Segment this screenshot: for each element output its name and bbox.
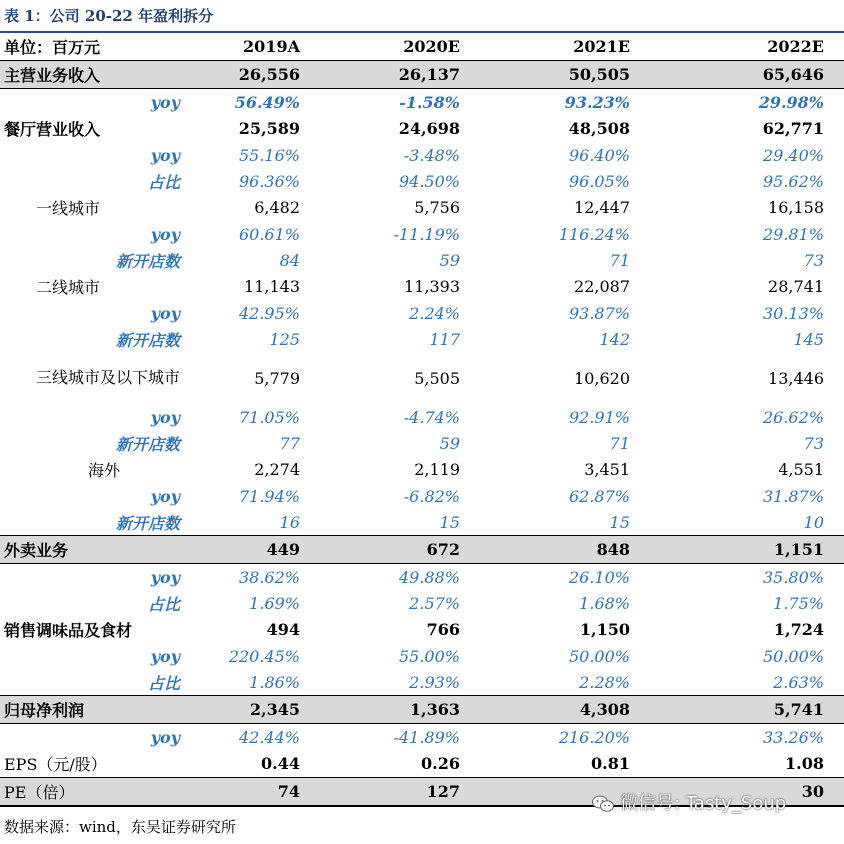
table-row [0,724,844,751]
value-cell-2020: 11,393 [404,277,460,296]
row-label: 销售调味品及食材 [4,621,133,640]
row-label: 餐厅营业收入 [4,120,101,139]
value-cell-2019: 125 [269,329,300,349]
row-label: 占比 [147,594,180,614]
value-cell-2020: 49.88% [398,567,460,587]
value-cell-2020: 2,119 [414,460,460,479]
value-cell-2019: 77 [279,433,300,453]
value-cell-2019: 6,482 [254,198,300,217]
value-cell-2019: 1.69% [249,593,300,613]
value-cell-2021: 48,508 [568,119,630,138]
value-cell-2022: 26.62% [762,407,824,427]
value-cell-2020: 5,505 [414,368,460,388]
value-cell-2020: -6.82% [403,486,460,506]
value-cell-2022: 5,741 [650,696,844,724]
value-cell-2021: 2.28% [579,672,630,692]
row-label: yoy [150,646,180,666]
data-source-note: 数据来源：wind，东吴证券研究所 [4,818,236,836]
value-cell-2021: 50,505 [480,61,650,89]
value-cell-2019: 5,779 [254,368,300,388]
value-cell-2022: 1.75% [773,593,824,613]
wechat-icon [592,795,614,813]
value-cell-2020: 24,698 [398,119,460,138]
table-header-row [0,33,844,61]
value-cell-2022: 145 [793,329,824,349]
unit-label: 单位：百万元 [0,33,190,61]
value-cell-2019: 55.16% [238,145,300,165]
value-cell-2021: 15 [609,512,630,532]
value-cell-2022: 29.40% [762,145,824,165]
value-cell-2022: 16,158 [768,198,824,217]
table-row [0,115,844,142]
value-cell-2022: 1.08 [785,754,824,773]
value-cell-2022: 73 [803,433,824,453]
row-label: 新开店数 [115,434,180,454]
value-cell-2020: 2.93% [409,672,460,692]
value-cell-2019: 1.86% [249,672,300,692]
row-label: 三线城市及以下城市 [36,368,181,387]
value-cell-2021: 0.81 [591,754,630,773]
value-cell-2021: 71 [609,433,630,453]
row-label: yoy [150,303,180,323]
value-cell-2022: 31.87% [762,486,824,506]
value-cell-2020: 55.00% [398,646,460,666]
row-label: 新开店数 [115,513,180,533]
table-row [0,564,844,591]
row-label: 归母净利润 [0,696,190,724]
value-cell-2020: -41.89% [393,727,460,747]
value-cell-2021: 96.40% [568,145,630,165]
table-row [0,750,844,778]
row-label: 外卖业务 [0,536,190,564]
table-row [0,61,844,89]
row-label: 二线城市 [36,278,101,297]
table-row [0,247,844,273]
value-cell-2021: 50.00% [568,646,630,666]
value-cell-2022: 65,646 [650,61,844,89]
table-row [0,669,844,696]
table-row [0,352,844,404]
value-cell-2020: 766 [426,620,460,639]
value-cell-2022: 35.80% [762,567,824,587]
value-cell-2019: 449 [190,536,320,564]
value-cell-2022: 33.26% [762,727,824,747]
value-cell-2021: 1,150 [579,620,630,639]
value-cell-2022: 29.98% [758,92,824,112]
value-cell-2020: -3.48% [403,145,460,165]
row-label: 新开店数 [115,330,180,350]
value-cell-2021: 116.24% [558,224,630,244]
year-header-2020: 2020E [320,33,480,61]
table-row [0,483,844,509]
value-cell-2019: 2,274 [254,460,300,479]
value-cell-2022: 29.81% [762,224,824,244]
value-cell-2019: 56.49% [234,92,300,112]
value-cell-2021: 4,308 [480,696,650,724]
value-cell-2021: 96.05% [568,171,630,191]
value-cell-2019: 71.94% [238,486,300,506]
row-label: 一线城市 [36,199,101,218]
value-cell-2022: 1,151 [650,536,844,564]
row-label: yoy [150,145,180,165]
value-cell-2022: 4,551 [778,460,824,479]
value-cell-2020: -11.19% [393,224,460,244]
value-cell-2022: 95.62% [762,171,824,191]
value-cell-2021: 12,447 [574,198,630,217]
value-cell-2020: 15 [439,512,460,532]
value-cell-2019: 26,556 [190,61,320,89]
value-cell-2019: 16 [279,512,300,532]
row-label: PE（倍） [0,778,190,807]
value-cell-2019: 38.62% [238,567,300,587]
value-cell-2019: 74 [190,778,320,807]
value-cell-2021: 71 [609,250,630,270]
value-cell-2021: 848 [480,536,650,564]
table-row [0,89,844,116]
value-cell-2021: 92.91% [568,407,630,427]
value-cell-2020: 2.24% [409,303,460,323]
value-cell-2021: 142 [599,329,630,349]
row-label: 占比 [147,673,180,693]
value-cell-2022: 62,771 [762,119,824,138]
value-cell-2020: 26,137 [320,61,480,89]
row-label: 海外 [88,461,121,480]
value-cell-2019: 11,143 [244,277,300,296]
table-row [0,194,844,221]
value-cell-2022: 1,724 [773,620,824,639]
table-row [0,536,844,564]
table-row [0,326,844,352]
value-cell-2019: 96.36% [238,171,300,191]
value-cell-2021: 22,087 [574,277,630,296]
table-row [0,142,844,168]
value-cell-2019: 60.61% [238,224,300,244]
value-cell-2019: 25,589 [238,119,300,138]
value-cell-2019: 71.05% [238,407,300,427]
table-row [0,404,844,430]
row-label: yoy [150,486,180,506]
row-label: yoy [150,92,180,112]
value-cell-2021: 10,620 [574,368,630,388]
value-cell-2021: 3,451 [584,460,630,479]
wechat-watermark [592,790,786,818]
value-cell-2021: 216.20% [558,727,630,747]
table-row [0,168,844,194]
value-cell-2020: 2.57% [409,593,460,613]
value-cell-2021: 93.23% [564,92,630,112]
table-row [0,456,844,483]
value-cell-2022: 28,741 [768,277,824,296]
value-cell-2022: 30 [650,778,844,807]
table-row [0,616,844,643]
value-cell-2020: 59 [439,433,460,453]
row-label: 新开店数 [115,251,180,271]
row-label: yoy [150,567,180,587]
value-cell-2021: 62.87% [568,486,630,506]
table-body [0,61,844,807]
value-cell-2020: 5,756 [414,198,460,217]
value-cell-2020: 672 [320,536,480,564]
value-cell-2021: 93.87% [568,303,630,323]
earnings-breakdown-table [0,33,844,807]
row-label: 占比 [147,172,180,192]
value-cell-2019: 2,345 [190,696,320,724]
value-cell-2020: 0.26 [421,754,460,773]
value-cell-2022: 73 [803,250,824,270]
row-label: yoy [150,224,180,244]
row-label: yoy [150,407,180,427]
value-cell-2019: 42.44% [238,727,300,747]
value-cell-2020: -1.58% [399,92,460,112]
value-cell-2022: 13,446 [768,368,824,388]
row-label: 主营业务收入 [0,61,190,89]
row-label: EPS（元/股） [4,755,107,774]
table-row [0,430,844,456]
value-cell-2020: 59 [439,250,460,270]
value-cell-2019: 84 [279,250,300,270]
value-cell-2020: -4.74% [403,407,460,427]
value-cell-2019: 220.45% [228,646,300,666]
value-cell-2022: 10 [803,512,824,532]
table-row [0,221,844,247]
value-cell-2022: 50.00% [762,646,824,666]
value-cell-2020: 117 [429,329,460,349]
table-row [0,590,844,616]
year-header-2021: 2021E [480,33,650,61]
table-row [0,696,844,724]
year-header-2019: 2019A [190,33,320,61]
value-cell-2021: 1.68% [579,593,630,613]
value-cell-2019: 494 [266,620,300,639]
table-title: 表 1：公司 20-22 年盈利拆分 [4,7,214,25]
value-cell-2022: 30.13% [762,303,824,323]
value-cell-2022: 2.63% [773,672,824,692]
year-header-2022: 2022E [650,33,844,61]
table-row [0,300,844,326]
value-cell-2021: 26.10% [568,567,630,587]
value-cell-2020: 1,363 [320,696,480,724]
watermark-text: 微信号: Tasty_Soup [620,793,787,814]
row-label: yoy [150,727,180,747]
value-cell-2019: 0.44 [261,754,300,773]
table-row [0,509,844,536]
value-cell-2020: 127 [320,778,480,807]
table-row [0,273,844,300]
table-row [0,643,844,669]
value-cell-2019: 42.95% [238,303,300,323]
value-cell-2020: 94.50% [398,171,460,191]
